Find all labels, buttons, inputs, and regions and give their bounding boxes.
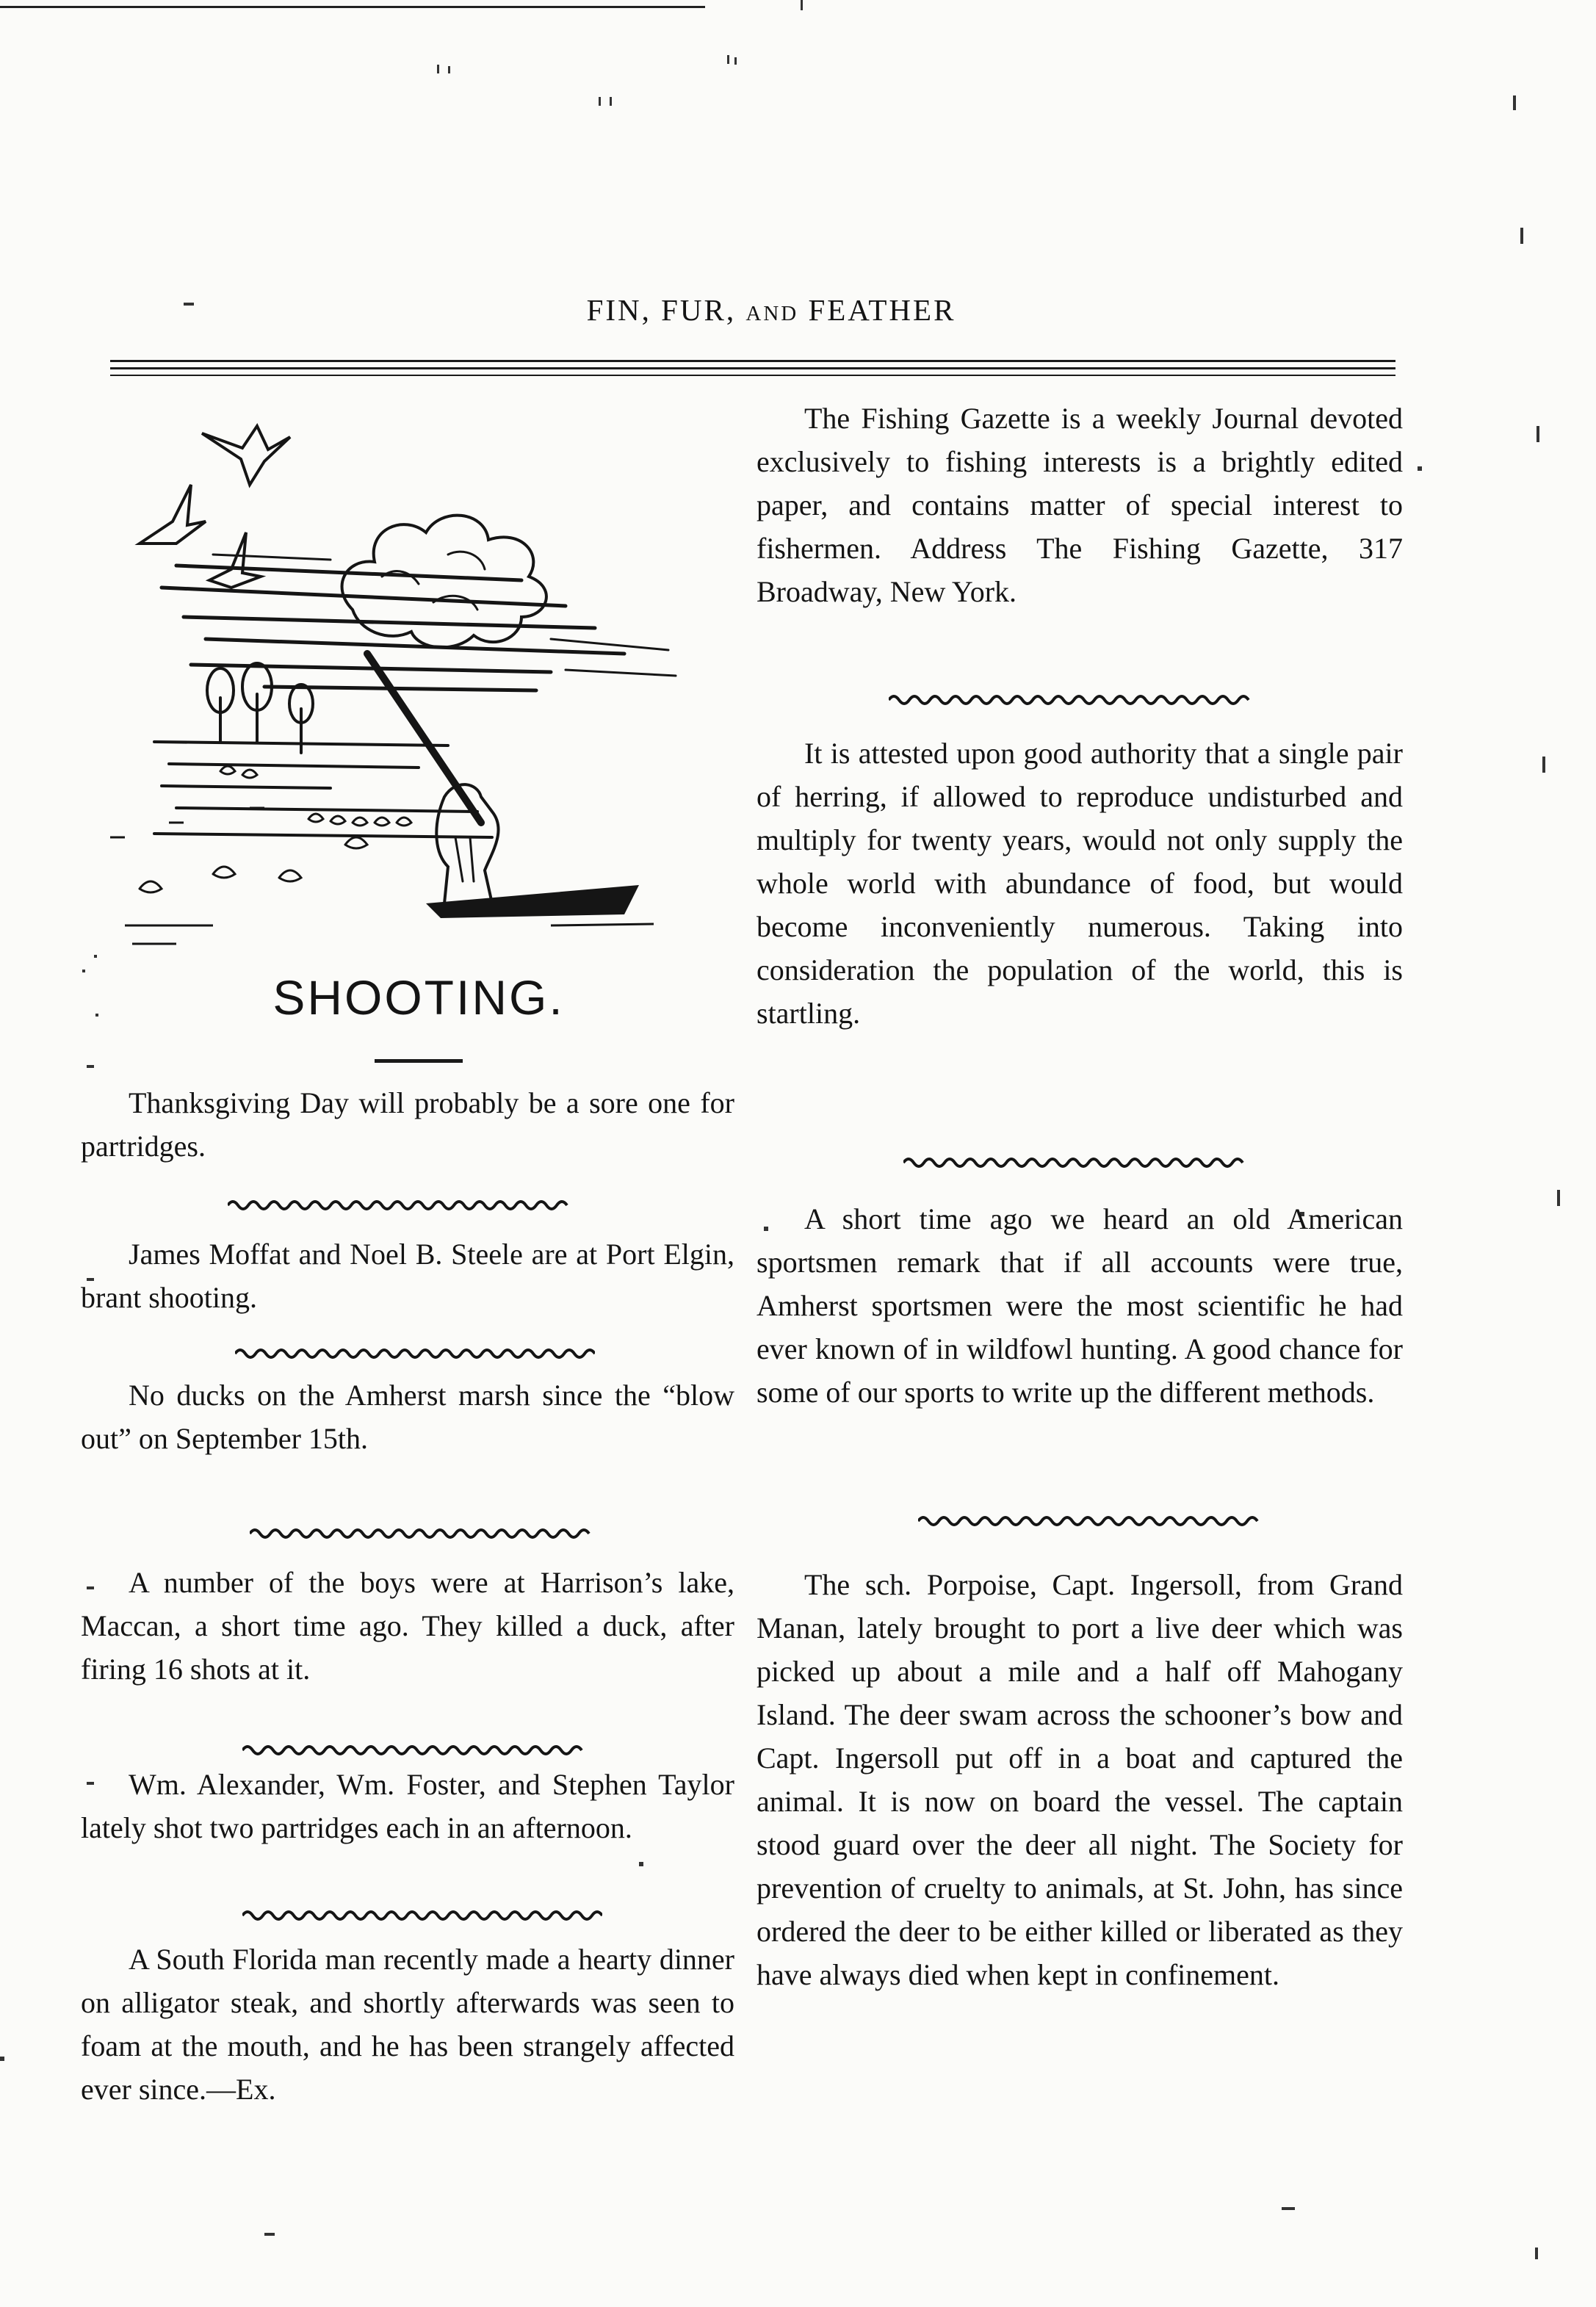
wavy-separator — [918, 1512, 1263, 1531]
header-rule — [110, 367, 1395, 369]
header-rule — [110, 375, 1395, 376]
hunter-shooting-ducks-illustration — [110, 397, 712, 962]
news-item: A number of the boys were at Harrison’s lake, Maccan, a short time ago. They killed a duck, after firing 16 shots at it. — [81, 1566, 734, 1686]
wavy-separator — [235, 1344, 595, 1363]
news-item: No ducks on the Amherst marsh since the “blow out” on September 15th. — [81, 1379, 734, 1455]
wavy-separator — [889, 690, 1256, 710]
section-title: SHOOTING. — [272, 970, 565, 1025]
news-item: A short time ago we heard an old American sportsmen remark that if all accounts were true, Amherst sportsmen were the most scientific he had ever known of in wildfowl hunting. A good chance for some of our sports to write up the different methods. — [757, 1202, 1403, 1409]
news-item: Wm. Alexander, Wm. Foster, and Stephen Taylor lately shot two partridges each in an afternoon. — [81, 1768, 734, 1844]
wavy-separator — [228, 1196, 573, 1215]
header-rule — [110, 360, 1395, 362]
news-item: The Fishing Gazette is a weekly Journal devoted exclusively to fishing interests is a brightly edited paper, and contains matter of special interest to fishermen. Address The Fishing Gazette, 317 Broadway, New York. — [757, 402, 1403, 608]
wavy-separator — [242, 1906, 602, 1925]
news-item: A South Florida man recently made a hearty dinner on alligator steak, and shortly afterwards was seen to foam at the mouth, and he has been strangely affected ever since.—Ex. — [81, 1943, 734, 2106]
news-item: Thanksgiving Day will probably be a sore one for partridges. — [81, 1086, 734, 1163]
title-rule — [375, 1059, 463, 1063]
wavy-separator — [903, 1153, 1249, 1172]
news-item: James Moffat and Noel B. Steele are at Port Elgin, brant shooting. — [81, 1238, 734, 1314]
news-item: It is attested upon good authority that a single pair of herring, if allowed to reproduce undisturbed and multiply for twenty years, would not only supply the whole world with abundance of food, but would become inconveniently numerous. Taking into consideration the population of the world, this is startling. — [757, 737, 1403, 1030]
wavy-separator — [250, 1524, 595, 1543]
news-item: The sch. Porpoise, Capt. Ingersoll, from Grand Manan, lately brought to port a live deer which was picked up about a mile and a half off Mahogany Island. The deer swam across the schooner’s bow and Capt. Ingersoll put off in a boat and captured the animal. It is now on board the vessel. The captain stood guard over the deer all night. The Society for prevention of cruelty to animals, at St. John, has since ordered the deer to be either killed or liberated as they have always died when kept in confinement. — [757, 1568, 1403, 1991]
running-head: FIN, FUR, and FEATHER — [586, 293, 956, 327]
wavy-separator — [242, 1741, 588, 1760]
